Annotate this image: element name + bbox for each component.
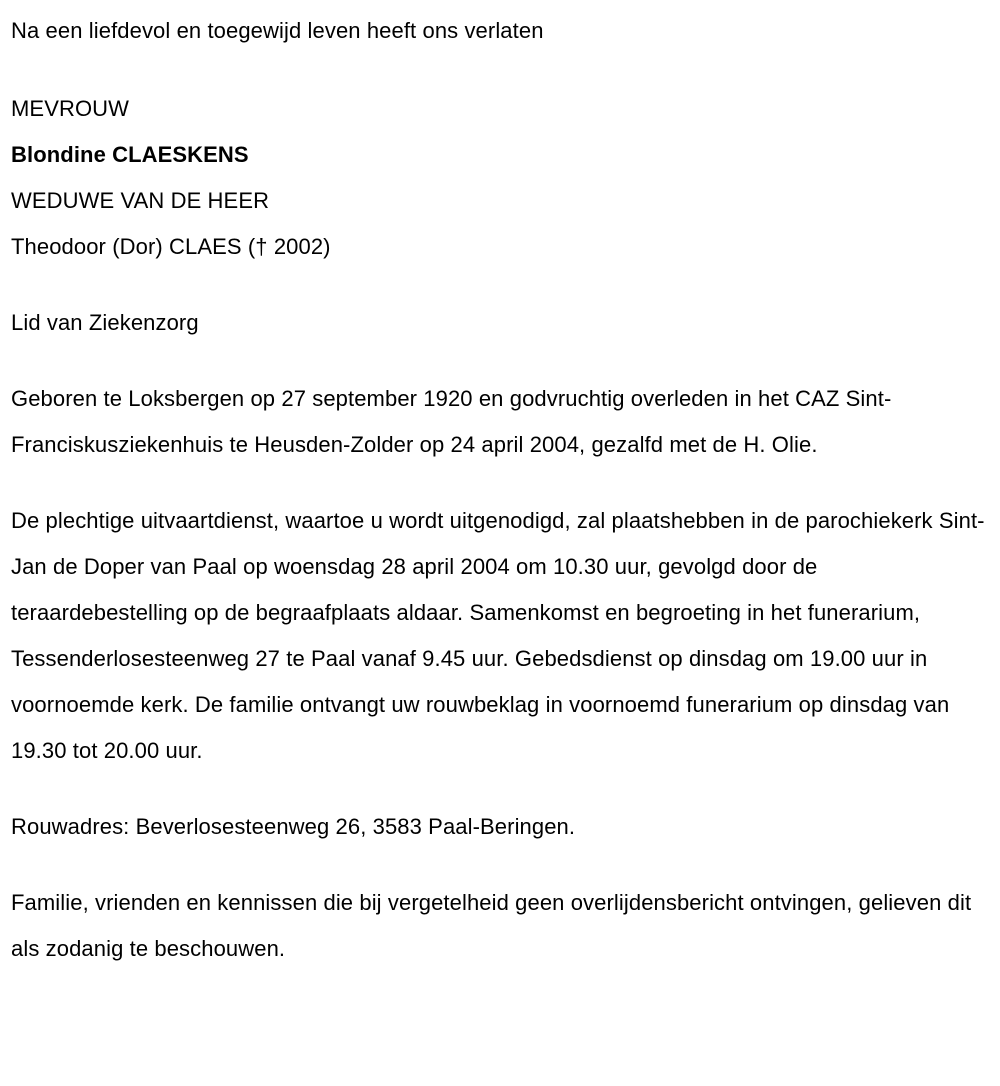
closing-paragraph: Familie, vrienden en kennissen die bij vergetelheid geen overlijdensbericht ontvingen, gelieven dit als zodanig te beschouwen. bbox=[11, 890, 972, 961]
deceased-title: MEVROUW bbox=[11, 96, 130, 121]
deceased-block bbox=[11, 86, 992, 270]
closing-block bbox=[11, 880, 992, 972]
membership-block bbox=[11, 300, 992, 346]
deceased-name: Blondine CLAESKENS bbox=[11, 142, 249, 167]
spouse-relation-label: WEDUWE VAN DE HEER bbox=[11, 188, 270, 213]
birth-death-block bbox=[11, 376, 992, 468]
intro-block bbox=[11, 8, 992, 54]
funeral-service-block bbox=[11, 498, 992, 774]
mourning-address-paragraph: Rouwadres: Beverlosesteenweg 26, 3583 Paal-Beringen. bbox=[11, 814, 576, 839]
spouse-name: Theodoor (Dor) CLAES († 2002) bbox=[11, 234, 331, 259]
funeral-service-paragraph: De plechtige uitvaartdienst, waartoe u wordt uitgenodigd, zal plaatshebben in de parochiekerk Sint-Jan de Doper van Paal op woensdag 28 april 2004 om 10.30 uur, gevolgd door de teraardebestelling op de begraafplaats aldaar. Samenkomst en begroeting in het funerarium, Tessenderlosesteenweg 27 te Paal vanaf 9.45 uur. Gebedsdienst op dinsdag om 19.00 uur in voornoemde kerk. De familie ontvangt uw rouwbeklag in voornoemd funerarium op dinsdag van 19.30 tot 20.00 uur. bbox=[11, 508, 985, 763]
intro-line: Na een liefdevol en toegewijd leven heeft ons verlaten bbox=[11, 18, 544, 43]
membership-line: Lid van Ziekenzorg bbox=[11, 310, 199, 335]
mourning-address-block bbox=[11, 804, 992, 850]
birth-death-paragraph: Geboren te Loksbergen op 27 september 1920 en godvruchtig overleden in het CAZ Sint-Franciskusziekenhuis te Heusden-Zolder op 24 april 2004, gezalfd met de H. Olie. bbox=[11, 386, 892, 457]
